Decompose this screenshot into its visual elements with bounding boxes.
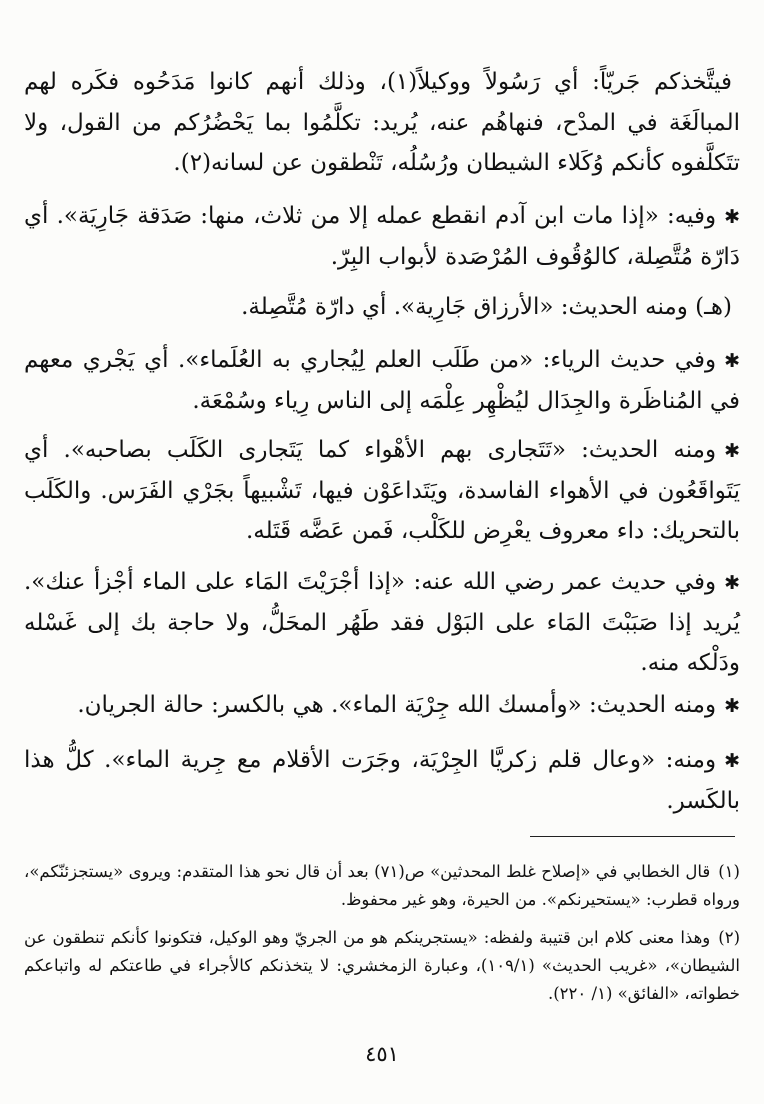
paragraph-text: وفيه: «إذا مات ابن آدم انقطع عمله إلا من ثلاث، منها: صَدَقة جَارِيَة». أي دَارّة مُتَّصِلة، كالوُقُوف المُرْصَدة لأبواب البِرّ. (24, 203, 740, 270)
paragraph-text: وفي حديث الرياء: «من طَلَب العلم لِيُجاري به العُلَماء». أي يَجْري معهم في المُناظَرة والجِدَال ليُظْهِر عِلْمَه إلى الناس رِياء وسُمْعَة. (24, 347, 740, 414)
paragraph-7 (24, 685, 740, 726)
footnote-number: (١) (718, 862, 740, 881)
paragraph-star-icon: ✱ (724, 350, 740, 372)
paragraph-text: ومنه الحديث: «تَتَجارى بهم الأهْواء كما يَتَجارى الكَلَب بصاحبه». أي يَتَواقَعُون في الأهواء الفاسدة، ويَتَداعَوْن فيها، تَشْبيهاً بجَرْي الفَرَس. والكَلَب بالتحريك: داء معروف يعْرِض للكَلْب، فَمن عَضَّه قَتَله. (24, 437, 740, 544)
paragraph-8 (24, 740, 740, 821)
paragraph-star-icon: ✱ (724, 695, 740, 717)
footnote-text: وهذا معنى كلام ابن قتيبة ولفظه: «يستجرينكم هو من الجريّ وهو الوكيل، فتكونوا كأنكم تنطقون عن الشيطان»، «غريب الحديث» (١٠٩/١)، وعبارة الزمخشري: لا يتخذنكم كالأجراء في طاعتكم له واتباعكم خطواته، «الفائق» (١/ ٢٢٠). (24, 928, 740, 1003)
footnote-2 (24, 924, 740, 1008)
page-number: ٤٥١ (365, 1042, 399, 1066)
paragraph-star-icon: ✱ (724, 572, 740, 594)
paragraph-star-icon: ✱ (724, 750, 740, 772)
footnote-divider (530, 836, 735, 837)
paragraph-5 (24, 430, 740, 551)
paragraph-1 (24, 62, 740, 183)
paragraph-text: وفي حديث عمر رضي الله عنه: «إذا أجْرَيْتَ المَاء على الماء أجْزأ عنك». يُريد إذا صَبَبْتَ المَاء على البَوْل فقد طَهُر المحَلُّ، ولا حاجة بك إلى غَسْله ودَلْكه منه. (24, 569, 740, 676)
paragraph-text: ومنه الحديث: «وأمسك الله جِرْيَة الماء». هي بالكسر: حالة الجريان. (77, 692, 717, 718)
footnote-1 (24, 858, 740, 914)
paragraph-text: ومنه: «وعال قلم زكريَّا الجِرْيَة، وجَرَت الأقلام مع جِرية الماء». كلُّ هذا بالكَسر. (24, 747, 740, 814)
paragraph-2 (24, 196, 740, 277)
footnote-text: قال الخطابي في «إصلاح غلط المحدثين» ص(٧١) بعد أن قال نحو هذا المتقدم: ويروى «يستجزئنّكم»، ورواه قطرب: «يستحيرنكم». من الحيرة، وهو غير محفوظ. (24, 862, 740, 909)
paragraph-star-icon: ✱ (724, 440, 740, 462)
paragraph-6 (24, 562, 740, 683)
paragraph-text: (هـ) ومنه الحديث: «الأرزاق جَارِية». أي دارّة مُتَّصِلة. (241, 294, 732, 320)
footnote-number: (٢) (718, 928, 740, 947)
paragraph-4 (24, 340, 740, 421)
paragraph-3 (24, 287, 740, 328)
paragraph-star-icon: ✱ (724, 206, 740, 228)
paragraph-text: فيتَّخذكم جَريّاً: أي رَسُولاً ووكيلاً(١)، وذلك أنهم كانوا مَدَحُوه فكَره لهم المبالَغَة في المدْح، فنهاهُم عنه، يُريد: تكلَّمُوا بما يَحْضُرُكم من القول، ولا تتَكلَّفوه كأنكم وُكَلاء الشيطان ورُسُلُه، تَنْطقون عن لسانه(٢). (24, 69, 740, 176)
